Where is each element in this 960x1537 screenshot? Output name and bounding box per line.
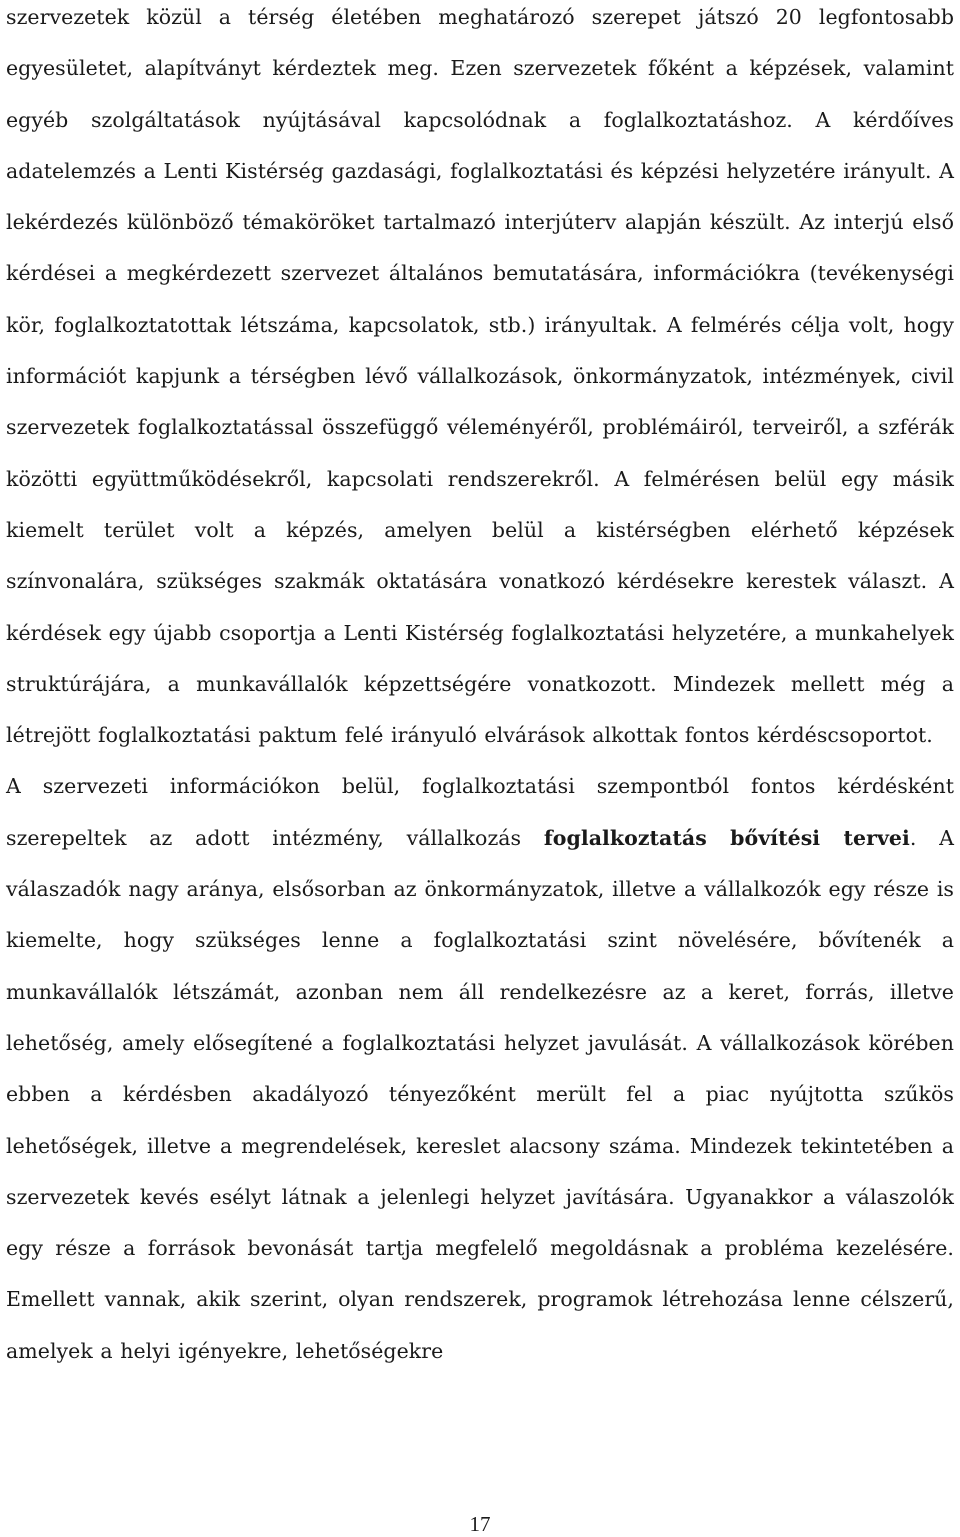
page-number: 17 bbox=[469, 1512, 491, 1536]
paragraph-survey-description: szervezetek közül a térség életében meghatározó szerepet játszó 20 legfontosabb egyesületet, alapítványt kérdeztek meg. Ezen szervezetek főként a képzések, valamint egyéb szolgáltatások nyújtásával kapcsolódnak a foglalkoztatáshoz. A kérdőíves adatelemzés a Lenti Kistérség gazdasági, foglalkoztatási és képzési helyzetére irányult. A lekérdezés különböző témaköröket tartalmazó interjúterv alapján készült. Az interjú első kérdései a megkérdezett szervezet általános bemutatására, információkra (tevékenységi kör, foglalkoztatottak létszáma, kapcsolatok, stb.) irányultak. A felmérés célja volt, hogy információt kapjunk a térségben lévő vállalkozások, önkormányzatok, intézmények, civil szervezetek foglalkoztatással összefüggő véleményéről, problémáiról, terveiről, a szférák közötti együttműködésekről, kapcsolati rendszerekről. A felmérésen belül egy másik kiemelt terület volt a képzés, amelyen belül a kistérségben elérhető képzések színvonalára, szükséges szakmák oktatására vonatkozó kérdésekre kerestek választ. A kérdések egy újabb csoportja a Lenti Kistérség foglalkoztatási helyzetére, a munkahelyek struktúrájára, a munkavállalók képzettségére vonatkozott. Mindezek mellett még a létrejött foglalkoztatási paktum felé irányuló elvárások alkottak fontos kérdéscsoportot. bbox=[6, 5, 954, 748]
paragraph-employment-expansion bbox=[6, 761, 954, 1377]
document-page bbox=[6, 0, 954, 1377]
bold-phrase: foglalkoztatás bővítési tervei bbox=[543, 825, 910, 850]
paragraph-text-after-bold: . A válaszadók nagy aránya, elsősorban az önkormányzatok, illetve a vállalkozók egy része is kiemelte, hogy szükséges lenne a foglalkoztatási szint növelésére, bővítenék a munkavállalók létszámát, azonban nem áll rendelkezésre az a keret, forrás, illetve lehetőség, amely elősegítené a foglalkoztatási helyzet javulását. A vállalkozások körében ebben a kérdésben akadályozó tényezőként merült fel a piac nyújtotta szűkös lehetőségek, illetve a megrendelések, kereslet alacsony száma. Mindezek tekintetében a szervezetek kevés esélyt látnak a jelenlegi helyzet javítására. Ugyanakkor a válaszolók egy része a források bevonását tartja megfelelő megoldásnak a probléma kezelésére. Emellett vannak, akik szerint, olyan rendszerek, programok létrehozása lenne célszerű, amelyek a helyi igényekre, lehetőségekre bbox=[6, 825, 954, 1363]
paragraph-text-before-bold: A szervezeti információkon belül, foglalkoztatási szempontból fontos kérdésként szerepeltek az adott intézmény, vállalkozás bbox=[6, 774, 954, 850]
